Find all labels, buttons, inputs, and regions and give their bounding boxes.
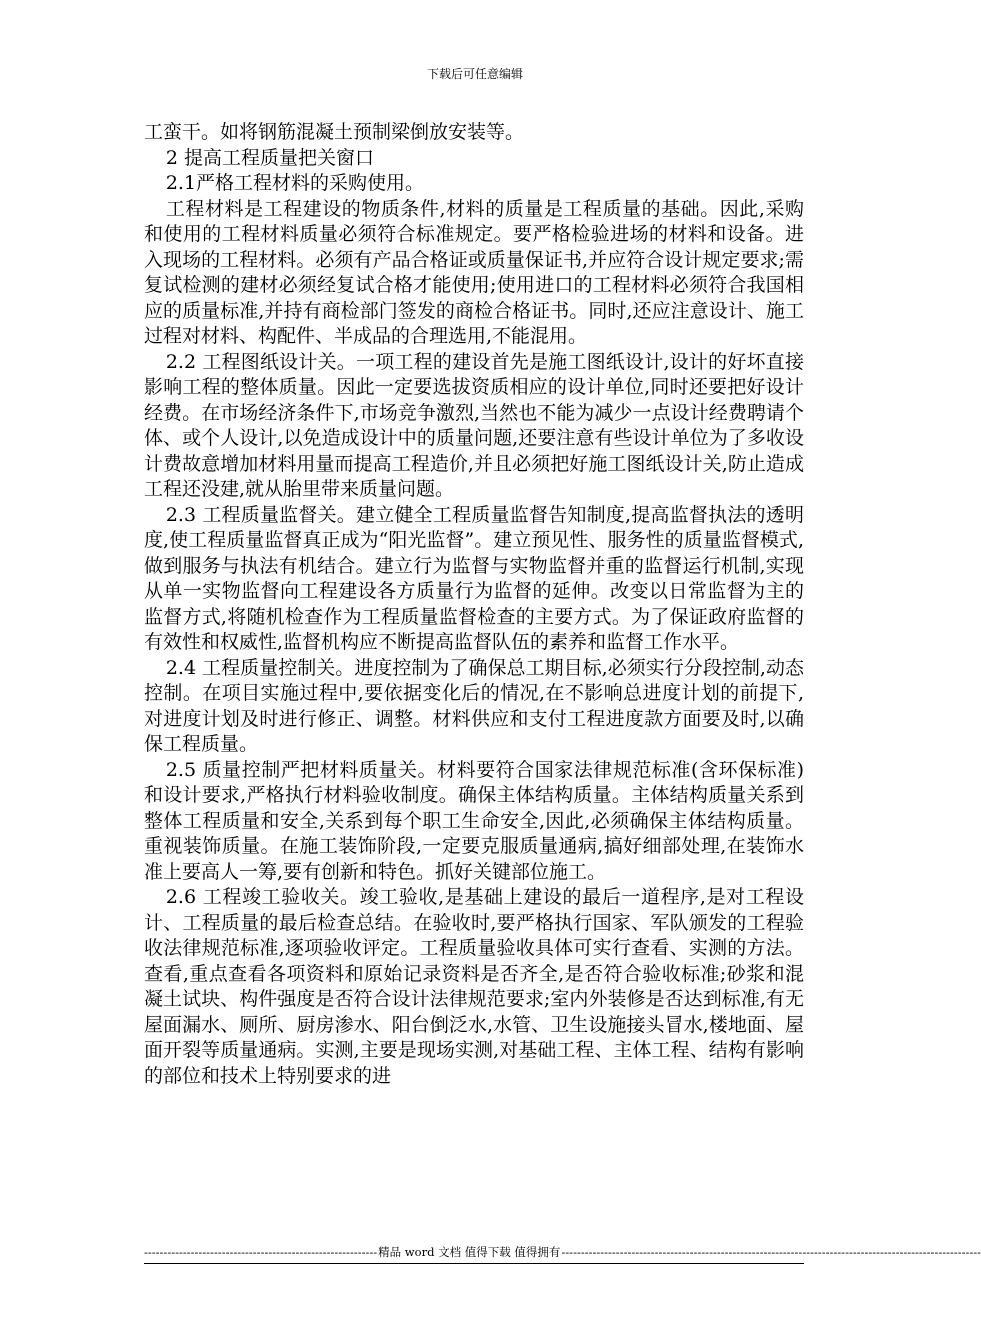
footer-note xyxy=(144,1244,981,1260)
subsection-heading: 2.1严格工程材料的采购使用。 xyxy=(165,172,425,194)
footer-dashes-right: ------------------------------------------------------------------------------------------------------------ xyxy=(561,1245,981,1259)
header-note: 下载后可任意编辑 xyxy=(426,67,523,81)
document-body xyxy=(144,120,804,1089)
paragraph: 工蛮干。如将钢筋混凝土预制梁倒放安装等。 xyxy=(144,121,525,143)
paragraph: 2.2 工程图纸设计关。一项工程的建设首先是施工图纸设计,设计的好坏直接影响工程的整体质量。因此一定要选拔资质相应的设计单位,同时还要把好设计经费。在市场经济条件下,市场竞争激烈,当然也不能为减少一点设计经费聘请个体、或个人设计,以免造成设计中的质量问题,还要注意有些设计单位为了多收设计费故意增加材料用量而提高工程造价,并且必须把好施工图纸设计关,防止造成工程还没建,就从胎里带来质量问题。 xyxy=(144,350,804,500)
paragraph: 工程材料是工程建设的物质条件,材料的质量是工程质量的基础。因此,采购和使用的工程材料质量必须符合标准规定。要严格检验进场的材料和设备。进入现场的工程材料。必须有产品合格证或质量保证书,并应符合设计规定要求;需复试检测的建材必须经复试合格才能使用;使用进口的工程材料必须符合我国相应的质量标准,并持有商检部门签发的商检合格证书。同时,还应注意设计、施工过程对材料、构配件、半成品的合理选用,不能混用。 xyxy=(144,197,804,347)
paragraph: 2.3 工程质量监督关。建立健全工程质量监督告知制度,提高监督执法的透明度,使工程质量监督真正成为“阳光监督”。建立预见性、服务性的质量监督模式,做到服务与执法有机结合。建立行为监督与实物监督并重的监督运行机制,实现从单一实物监督向工程建设各方质量行为监督的延伸。改变以日常监督为主的监督方式,将随机检查作为工程质量监督检查的主要方式。为了保证政府监督的有效性和权威性,监督机构应不断提高监督队伍的素养和监督工作水平。 xyxy=(144,503,804,653)
footer-dashes-left: ------------------------------------------------------------ xyxy=(144,1245,378,1259)
paragraph: 2.5 质量控制严把材料质量关。材料要符合国家法律规范标准(含环保标准)和设计要求,严格执行材料验收制度。确保主体结构质量。主体结构质量关系到整体工程质量和安全,关系到每个职工生命安全,因此,必须确保主体结构质量。重视装饰质量。在施工装饰阶段,一定要克服质量通病,搞好细部处理,在装饰水准上要高人一筹,要有创新和特色。抓好关键部位施工。 xyxy=(144,758,804,883)
footer-rule xyxy=(144,1263,804,1264)
paragraph: 2.6 工程竣工验收关。竣工验收,是基础上建设的最后一道程序,是对工程设计、工程质量的最后检查总结。在验收时,要严格执行国家、军队颁发的工程验收法律规范标准,逐项验收评定。工程质量验收具体可实行查看、实测的方法。查看,重点查看各项资料和原始记录资料是否齐全,是否符合验收标准;砂浆和混凝土试块、构件强度是否符合设计法律规范要求;室内外装修是否达到标准,有无屋面漏水、厕所、厨房渗水、阳台倒泛水,水管、卫生设施接头冒水,楼地面、屋面开裂等质量通病。实测,主要是现场实测,对基础工程、主体工程、结构有影响的部位和技术上特别要求的进 xyxy=(144,886,804,1087)
footer-label: 精品 word 文档 值得下载 值得拥有 xyxy=(378,1245,561,1259)
section-heading: 2 提高工程质量把关窗口 xyxy=(165,146,374,169)
paragraph: 2.4 工程质量控制关。进度控制为了确保总工期目标,必须实行分段控制,动态控制。在项目实施过程中,要依据变化后的情况,在不影响总进度计划的前提下,对进度计划及时进行修正、调整。材料供应和支付工程进度款方面要及时,以确保工程质量。 xyxy=(144,656,804,755)
